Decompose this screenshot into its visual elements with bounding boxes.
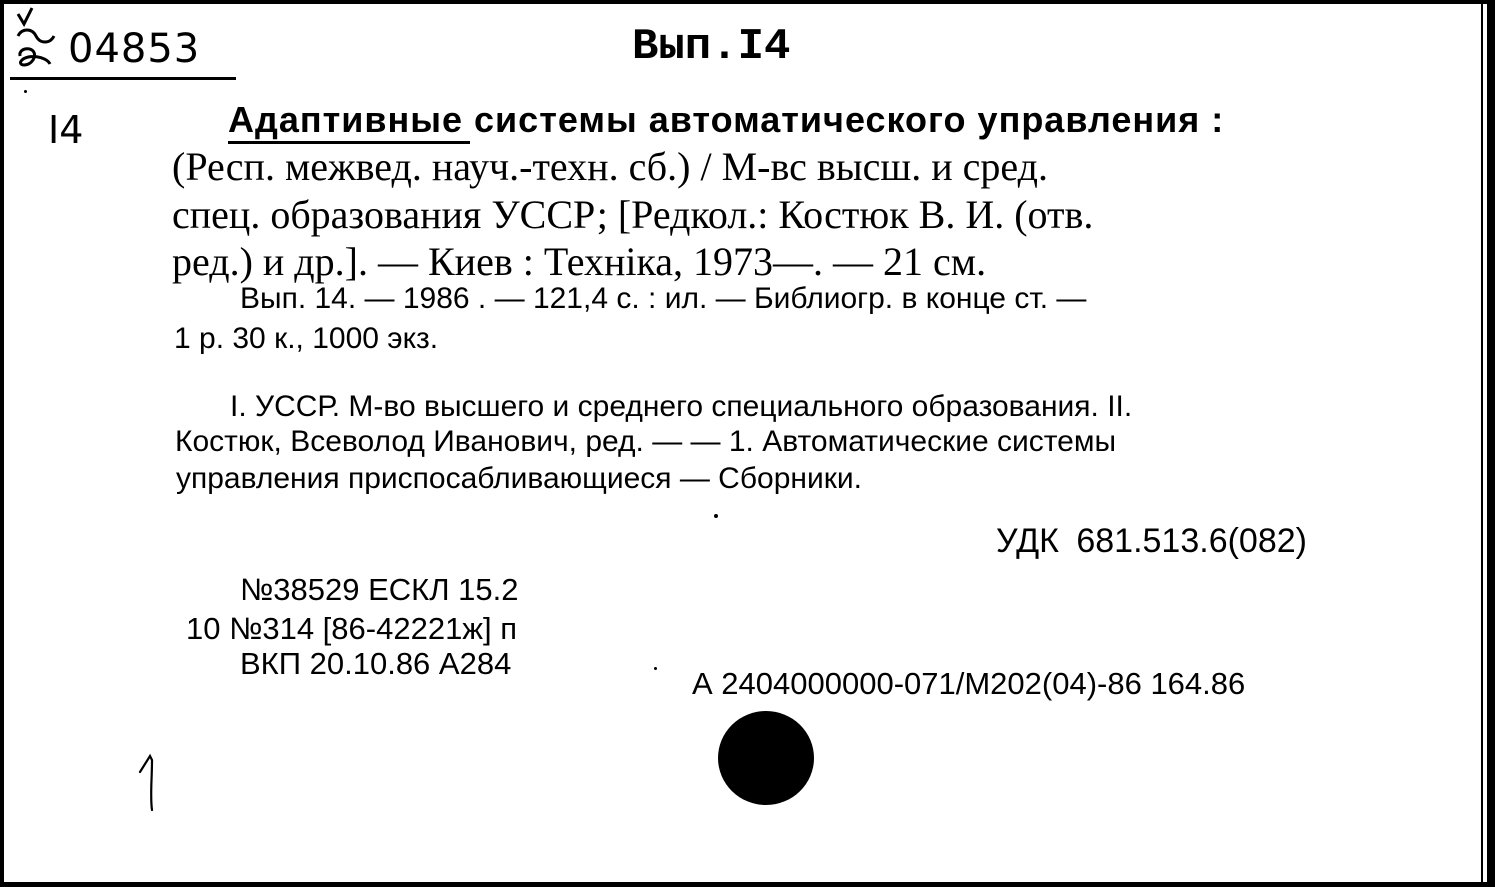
card-border-top <box>0 0 1495 4</box>
scan-speck <box>654 667 657 670</box>
card-border-bottom <box>0 882 1495 887</box>
inventory-underline <box>10 77 236 80</box>
control-info-line-3: ВКП 20.10.86 А284 <box>240 646 512 681</box>
scan-speck <box>24 90 27 93</box>
publication-code: А 2404000000-071/М202(04)-86 164.86 <box>692 666 1246 701</box>
shelf-mark: I4 <box>48 108 84 152</box>
inventory-number: 04853 <box>68 26 201 72</box>
card-border-left <box>0 0 4 887</box>
scan-speck <box>714 514 718 518</box>
main-entry-line-4: ред.) и др.]. — Киев : Техніка, 1973—. — 21 см. <box>172 239 987 284</box>
tracing-line-1: I. УССР. М-во высшего и среднего специального образования. II. <box>230 390 1133 423</box>
control-info-line-1: №38529 ЕСКЛ 15.2 <box>240 572 519 607</box>
punch-hole <box>718 711 814 805</box>
control-info-line-2: 10 №314 [86-42221ж] п <box>186 611 518 646</box>
main-entry-title-line: Адаптивные системы автоматического управления : <box>228 99 1225 140</box>
tracing-line-2: Костюк, Всеволод Иванович, ред. — — 1. Автоматические системы <box>175 425 1117 458</box>
main-entry-line-3: спец. образования УССР; [Редкол.: Костюк В. И. (отв. <box>172 192 1094 237</box>
card-border-right <box>1487 0 1495 887</box>
main-entry-line-2: (Респ. межвед. науч.-техн. сб.) / М-вс высш. и сред. <box>172 144 1048 189</box>
handwritten-check-mark-icon <box>12 6 60 86</box>
issue-title: Вып.I4 <box>632 22 791 72</box>
issue-entry-line-1: Вып. 14. — 1986 . — 121,4 с. : ил. — Библиогр. в конце ст. — <box>240 282 1087 315</box>
tracing-line-3: управления приспосабливающиеся — Сборники. <box>176 462 862 495</box>
issue-entry-line-2: 1 р. 30 к., 1000 экз. <box>174 322 439 355</box>
handwritten-pencil-note <box>136 750 166 814</box>
card-border-right-inner <box>1481 0 1483 887</box>
udc-classification: УДК 681.513.6(082) <box>996 522 1307 560</box>
